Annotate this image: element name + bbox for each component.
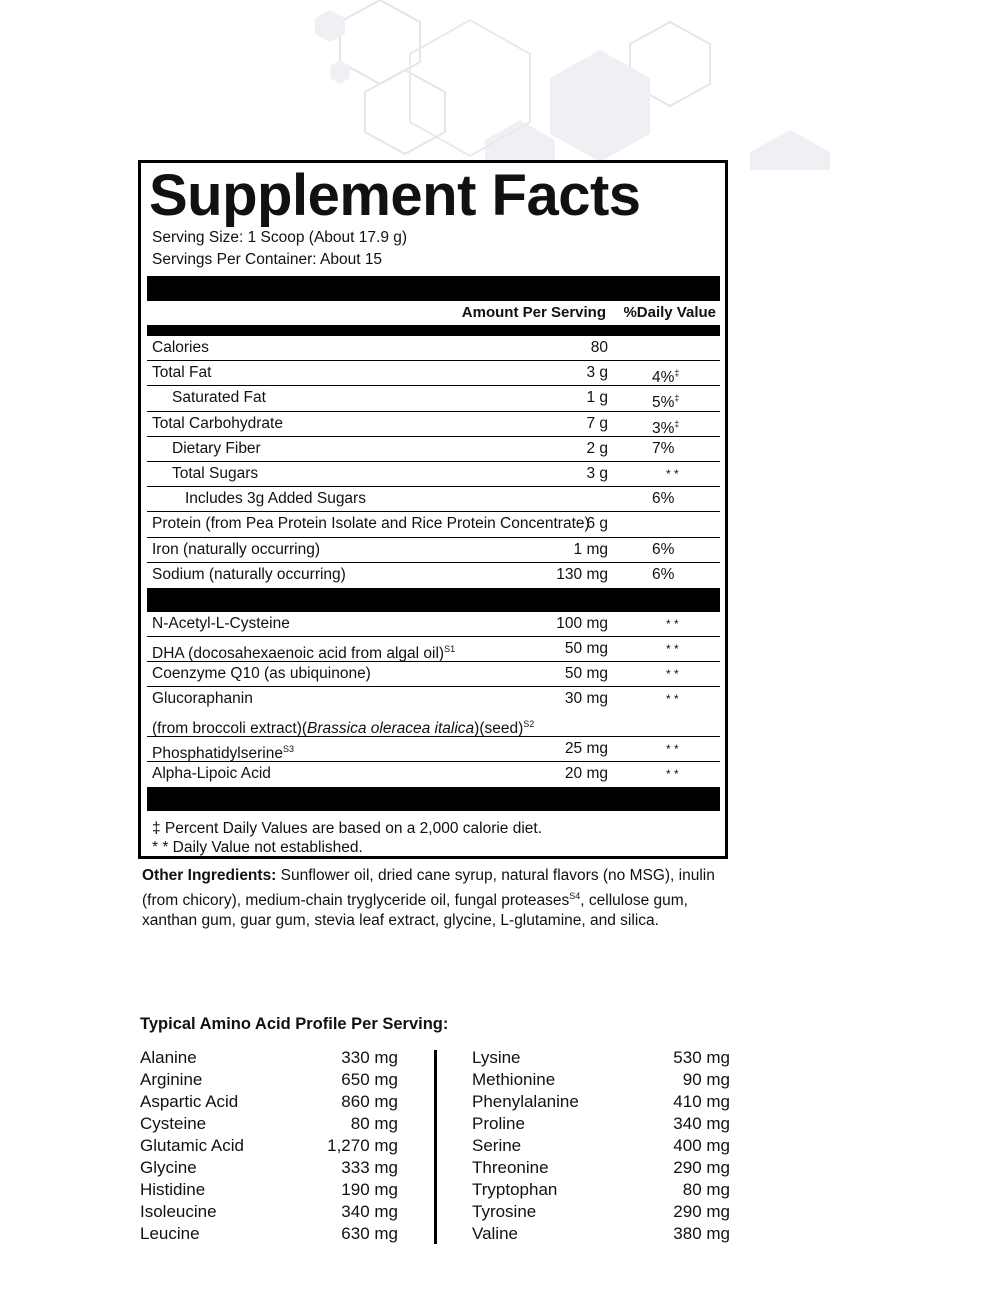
amino-row: Tryptophan 80 mg	[472, 1180, 730, 1199]
nutrient-dv: * *	[666, 616, 679, 631]
nutrient-dv: 6%	[652, 490, 675, 508]
hexagon-background-pattern	[0, 0, 1001, 170]
nutrient-name: Total Carbohydrate	[152, 414, 283, 432]
amino-column-right	[472, 1047, 730, 1245]
nutrient-dv: 7%	[652, 439, 675, 457]
nutrient-name: DHA (docosahexaenoic acid from algal oil)$^{S1}$	[152, 644, 456, 663]
nutrient-dv: 3%‡	[652, 418, 680, 437]
nutrient-row-dietary-fiber	[147, 437, 720, 462]
amino-row: Alanine 330 mg	[140, 1048, 398, 1067]
footnotes	[147, 819, 720, 857]
nutrient-name: Coenzyme Q10 (as ubiquinone)	[152, 665, 371, 683]
nutrient-dv: 6%	[652, 565, 675, 583]
amino-row: Valine 380 mg	[472, 1224, 730, 1243]
nutrient-row-total-sugars	[147, 462, 720, 487]
nutrient-name: Total Sugars	[172, 464, 259, 482]
thick-rule	[147, 588, 720, 612]
nutrient-amount: 7 g	[586, 414, 608, 432]
amino-row: Glycine 333 mg	[140, 1158, 398, 1177]
thick-rule	[147, 787, 720, 811]
nutrient-row-nac	[147, 612, 720, 637]
amino-row: Histidine 190 mg	[140, 1180, 398, 1199]
amino-row: Leucine 630 mg	[140, 1224, 398, 1243]
nutrient-name: Protein (from Pea Protein Isolate and Rice Protein Concentrate)	[152, 515, 590, 533]
nutrient-amount: 50 mg	[564, 640, 608, 658]
amino-row: Aspartic Acid 860 mg	[140, 1092, 398, 1111]
nutrient-name: Sodium (naturally occurring)	[152, 565, 346, 583]
other-ingredients: Other Ingredients: Sunflower oil, dried cane syrup, natural flavors (no MSG), inulin (from chicory), medium-chain tryglyceride oil, fungal proteases$^{S4}$, cellulose gum, xanthan gum, guar gum, stevia leaf extract, glycine, L-glutamine, and silica.	[142, 867, 715, 929]
footnote-not-established: * * Daily Value not established.	[152, 839, 363, 857]
nutrient-amount: 6 g	[586, 515, 608, 533]
nutrient-amount: 80	[590, 339, 608, 356]
nutrient-name: Total Fat	[152, 364, 212, 382]
nutrient-dv: * *	[666, 741, 679, 756]
nutrient-name: Glucoraphanin	[152, 690, 253, 708]
glucoraphanin-source: (from broccoli extract)(Brassica oleracea italica)(seed)$^{S2}$	[152, 718, 535, 737]
thick-rule	[147, 276, 720, 301]
amount-per-serving-header: Amount Per Serving	[461, 304, 606, 321]
amino-row: Serine 400 mg	[472, 1136, 730, 1155]
amino-column-divider	[434, 1050, 437, 1244]
other-ingredients-label: Other Ingredients:	[142, 867, 277, 884]
glucoraphanin-source-row	[147, 712, 720, 737]
nutrient-row-added-sugars	[147, 487, 720, 512]
footnote-dv: ‡ Percent Daily Values are based on a 2,000 calorie diet.	[152, 820, 543, 838]
nutrient-name: Calories	[152, 339, 209, 356]
nutrient-row-alpha-lipoic-acid	[147, 762, 720, 786]
nutrient-name: Iron (naturally occurring)	[152, 540, 320, 558]
nutrient-amount: 130 mg	[556, 565, 608, 583]
nutrient-name: Dietary Fiber	[172, 439, 261, 457]
nutrient-row-calories	[147, 336, 720, 361]
panel-title: Supplement Facts	[149, 163, 641, 228]
nutrient-dv: 5%‡	[652, 393, 680, 412]
nutrient-row-dha	[147, 637, 720, 662]
nutrient-amount: 1 g	[586, 389, 608, 407]
nutrient-dv: * *	[666, 692, 679, 707]
amino-row: Methionine 90 mg	[472, 1070, 730, 1089]
nutrient-name: Includes 3g Added Sugars	[185, 490, 366, 508]
nutrient-dv: * *	[666, 642, 679, 657]
nutrient-amount: 1 mg	[573, 540, 608, 558]
amino-column-left	[140, 1047, 398, 1245]
nutrient-row-total-carbohydrate	[147, 412, 720, 437]
nutrient-amount: 3 g	[586, 464, 608, 482]
nutrient-row-saturated-fat	[147, 386, 720, 411]
amino-row: Arginine 650 mg	[140, 1070, 398, 1089]
nutrient-row-total-fat	[147, 361, 720, 386]
nutrient-row-phosphatidylserine	[147, 737, 720, 762]
nutrient-amount: 100 mg	[556, 614, 608, 632]
nutrient-row-iron	[147, 538, 720, 563]
nutrient-dv: 6%	[652, 540, 675, 558]
nutrient-row-protein	[147, 512, 720, 537]
nutrient-name: Alpha-Lipoic Acid	[152, 765, 271, 782]
column-header	[147, 301, 720, 323]
nutrient-dv: * *	[666, 767, 679, 781]
amino-row: Cysteine 80 mg	[140, 1114, 398, 1133]
amino-row: Proline 340 mg	[472, 1114, 730, 1133]
nutrient-dv: * *	[666, 667, 679, 682]
nutrient-amount: 50 mg	[564, 665, 608, 683]
thick-rule	[147, 325, 720, 336]
amino-row: Isoleucine 340 mg	[140, 1202, 398, 1221]
amino-row: Phenylalanine 410 mg	[472, 1092, 730, 1111]
nutrient-amount: 2 g	[586, 439, 608, 457]
amino-row: Glutamic Acid 1,270 mg	[140, 1136, 398, 1155]
nutrient-row-sodium	[147, 563, 720, 587]
nutrient-row-glucoraphanin	[147, 687, 720, 711]
nutrient-row-coq10	[147, 662, 720, 687]
nutrient-amount: 25 mg	[564, 739, 608, 757]
nutrient-amount: 30 mg	[564, 690, 608, 708]
servings-per-container: Servings Per Container: About 15	[152, 251, 383, 268]
nutrient-amount: 20 mg	[564, 765, 608, 782]
amino-row: Tyrosine 290 mg	[472, 1202, 730, 1221]
daily-value-header: %Daily Value	[623, 304, 716, 321]
amino-profile-title: Typical Amino Acid Profile Per Serving:	[140, 1015, 449, 1033]
nutrient-amount: 3 g	[586, 364, 608, 382]
serving-size: Serving Size: 1 Scoop (About 17.9 g)	[152, 229, 408, 246]
nutrient-name: Saturated Fat	[172, 389, 266, 407]
amino-row: Lysine 530 mg	[472, 1048, 730, 1067]
nutrient-name: Phosphatidylserine$^{S3}$	[152, 743, 294, 762]
other-ingredients-text: Sunflower oil, dried cane syrup, natural flavors (no MSG), inulin (from chicory), medium-chain tryglyceride oil, fungal proteases	[142, 867, 715, 909]
amino-row: Threonine 290 mg	[472, 1158, 730, 1177]
nutrient-name: N-Acetyl-L-Cysteine	[152, 614, 290, 632]
supplement-facts-panel	[138, 160, 728, 859]
nutrient-dv: * *	[666, 466, 679, 481]
nutrient-dv: 4%‡	[652, 368, 680, 387]
